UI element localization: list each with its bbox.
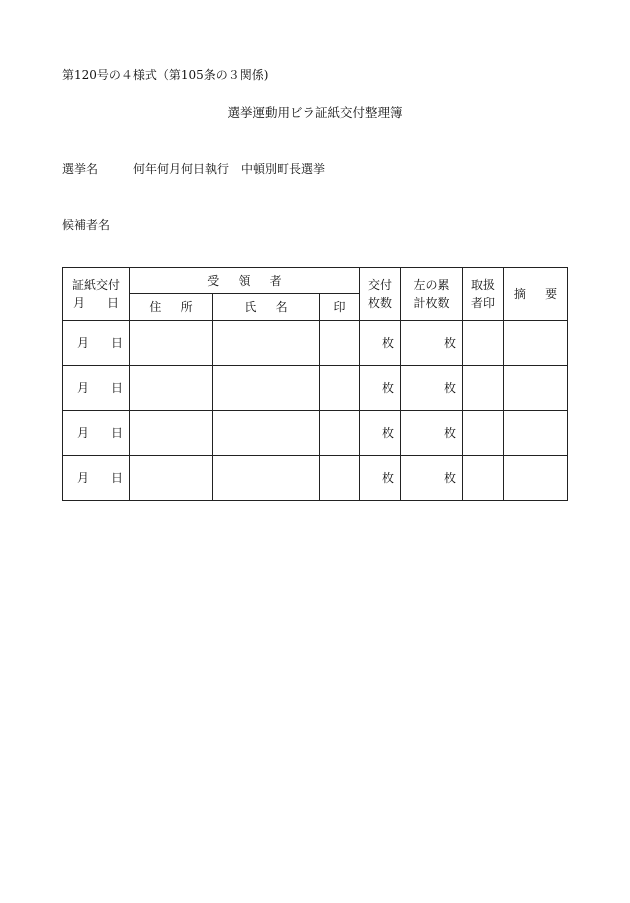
cell-handler-seal — [463, 321, 504, 366]
header-address: 住所 — [130, 294, 213, 321]
cell-date: 月 日 — [63, 321, 130, 366]
header-seal: 印 — [320, 294, 360, 321]
header-issue-date-line1: 証紙交付 — [71, 278, 120, 292]
cell-handler-seal — [463, 366, 504, 411]
header-recipient: 受領者 — [130, 268, 360, 294]
cell-seal — [320, 411, 360, 456]
cell-seal — [320, 366, 360, 411]
header-issued-count-line1: 交付 — [367, 278, 392, 292]
election-name-label: 選挙名 — [62, 162, 99, 176]
cell-date: 月 日 — [63, 456, 130, 501]
header-cumulative-line1: 左の累 — [413, 278, 450, 292]
header-issue-date — [63, 268, 130, 321]
table-row — [63, 321, 568, 366]
cell-address — [130, 321, 213, 366]
header-remarks: 摘要 — [504, 268, 568, 321]
document-title: 選挙運動用ビラ証紙交付整理簿 — [227, 105, 403, 120]
table-header-row — [63, 268, 568, 294]
cell-seal — [320, 321, 360, 366]
header-name: 氏名 — [213, 294, 320, 321]
cell-cumulative-count: 枚 — [401, 321, 463, 366]
cell-issued-count: 枚 — [360, 321, 401, 366]
header-issued-count-line2: 枚数 — [367, 296, 392, 310]
cell-remarks — [504, 366, 568, 411]
cell-handler-seal — [463, 411, 504, 456]
candidate-name-label: 候補者名 — [62, 218, 111, 232]
election-name-value: 何年何月何日執行 中頓別町長選挙 — [133, 162, 326, 176]
cell-address — [130, 456, 213, 501]
form-number: 第120号の４様式（第105条の３関係) — [62, 68, 269, 82]
cell-date: 月 日 — [63, 411, 130, 456]
table-row — [63, 456, 568, 501]
cell-remarks — [504, 321, 568, 366]
table-row — [63, 411, 568, 456]
cell-issued-count: 枚 — [360, 411, 401, 456]
cell-seal — [320, 456, 360, 501]
header-issued-count — [360, 268, 401, 321]
cell-cumulative-count: 枚 — [401, 411, 463, 456]
cell-name — [213, 366, 320, 411]
cell-cumulative-count: 枚 — [401, 456, 463, 501]
header-cumulative-line2: 計枚数 — [413, 296, 450, 310]
cell-issued-count: 枚 — [360, 456, 401, 501]
cell-name — [213, 456, 320, 501]
cell-date: 月 日 — [63, 366, 130, 411]
header-issue-date-line2: 月 日 — [72, 296, 120, 310]
header-handler-seal — [463, 268, 504, 321]
table-row — [63, 366, 568, 411]
cell-remarks — [504, 411, 568, 456]
cell-issued-count: 枚 — [360, 366, 401, 411]
header-handler-line1: 取扱 — [470, 278, 495, 292]
cell-cumulative-count: 枚 — [401, 366, 463, 411]
cell-name — [213, 321, 320, 366]
header-handler-line2: 者印 — [470, 296, 495, 310]
issuance-ledger-table — [62, 267, 577, 501]
cell-handler-seal — [463, 456, 504, 501]
cell-address — [130, 411, 213, 456]
cell-name — [213, 411, 320, 456]
cell-remarks — [504, 456, 568, 501]
cell-address — [130, 366, 213, 411]
header-cumulative-count — [401, 268, 463, 321]
